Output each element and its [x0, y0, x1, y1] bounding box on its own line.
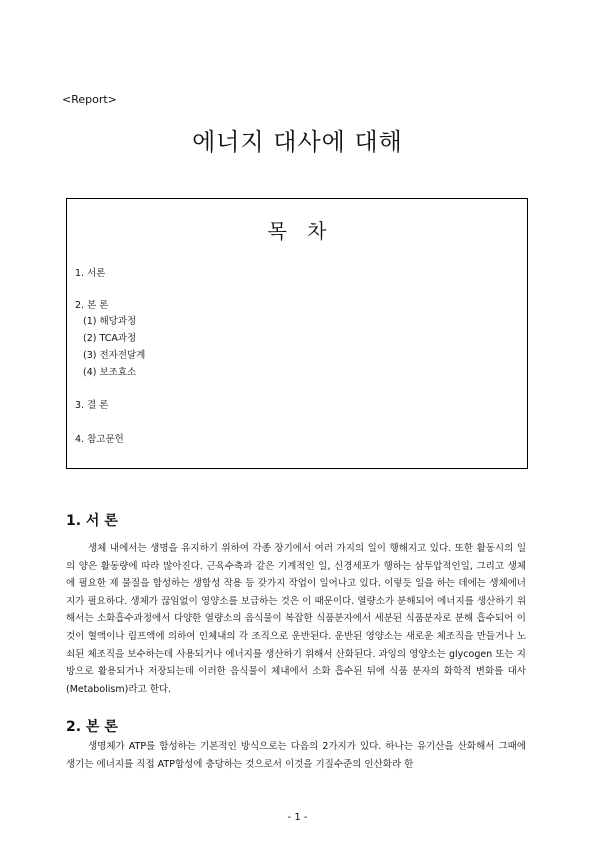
page-number: - 1 -: [287, 812, 308, 823]
toc-item-references: 4. 참고문헌: [75, 434, 124, 445]
section-title-body: 2. 본 론: [66, 719, 118, 735]
page-title: 에너지 대사에 대해: [192, 128, 403, 156]
toc-item-conclusion: 3. 결 론: [75, 400, 109, 411]
toc-subitem-tca: (2) TCA과정: [83, 333, 137, 344]
toc-subitem-glycolysis: (1) 해당과정: [83, 316, 137, 327]
section-paragraph-intro: 생체 내에서는 생명을 유지하기 위하여 각종 장기에서 여러 가지의 일이 행해지고 있다. 또한 활동시의 일의 양은 활동량에 따라 많아진다. 근육수축과 같은 기계적인 일, 신경세포가 행하는 삼투압적인일, 그리고 생체에 필요한 제 물질을 합성하는 생합성 작용 등 갖가지 작업이 일어나고 있다. 이렇듯 일을 하는 데에는 생체에너지가 필요하다. 생체가 끊임없이 영양소를 보급하는 것은 이 때문이다. 열량소가 분해되어 에너지를 생산하기 위해서는 소화흡수과정에서 다양한 열량소의 음식물이 복잡한 식품분자에서 세분된 식품분자로 분해 흡수되어 이것이 혈액이나 림프액에 의하여 인체내의 각 조직으로 운반된다. 운반된 영양소는 새로운 체조직을 만들거나 노쇠된 체조직을 보수하는데 사용되거나 에너지를 생산하기 위해서 산화된다. 과잉의 영양소는 glycogen 또는 지방으로 활용되거나 저장되는데 이러한 음식물이 체내에서 소화 흡수된 뒤에 식품 분자의 화학적 변화를 대사(Metabolism)라고 한다.: [66, 543, 526, 695]
toc-item-intro: 1. 서론: [75, 268, 106, 279]
toc-subitem-coenzyme: (4) 보조효소: [83, 367, 137, 378]
toc-item-body: 2. 본 론: [75, 300, 109, 311]
report-label: <Report>: [62, 93, 117, 106]
table-of-contents: [66, 198, 528, 469]
toc-subitem-electron-transport: (3) 전자전달계: [83, 350, 146, 361]
section-title-intro: 1. 서 론: [66, 513, 118, 529]
toc-heading: 목 차: [267, 219, 327, 243]
section-paragraph-body: 생명체가 ATP를 합성하는 기본적인 방식으로는 다음의 2가지가 있다. 하나는 유기산을 산화해서 그때에 생기는 에너지를 직접 ATP합성에 충당하는 것으로서 이것을 기질수준의 인산화라 한: [66, 741, 526, 770]
